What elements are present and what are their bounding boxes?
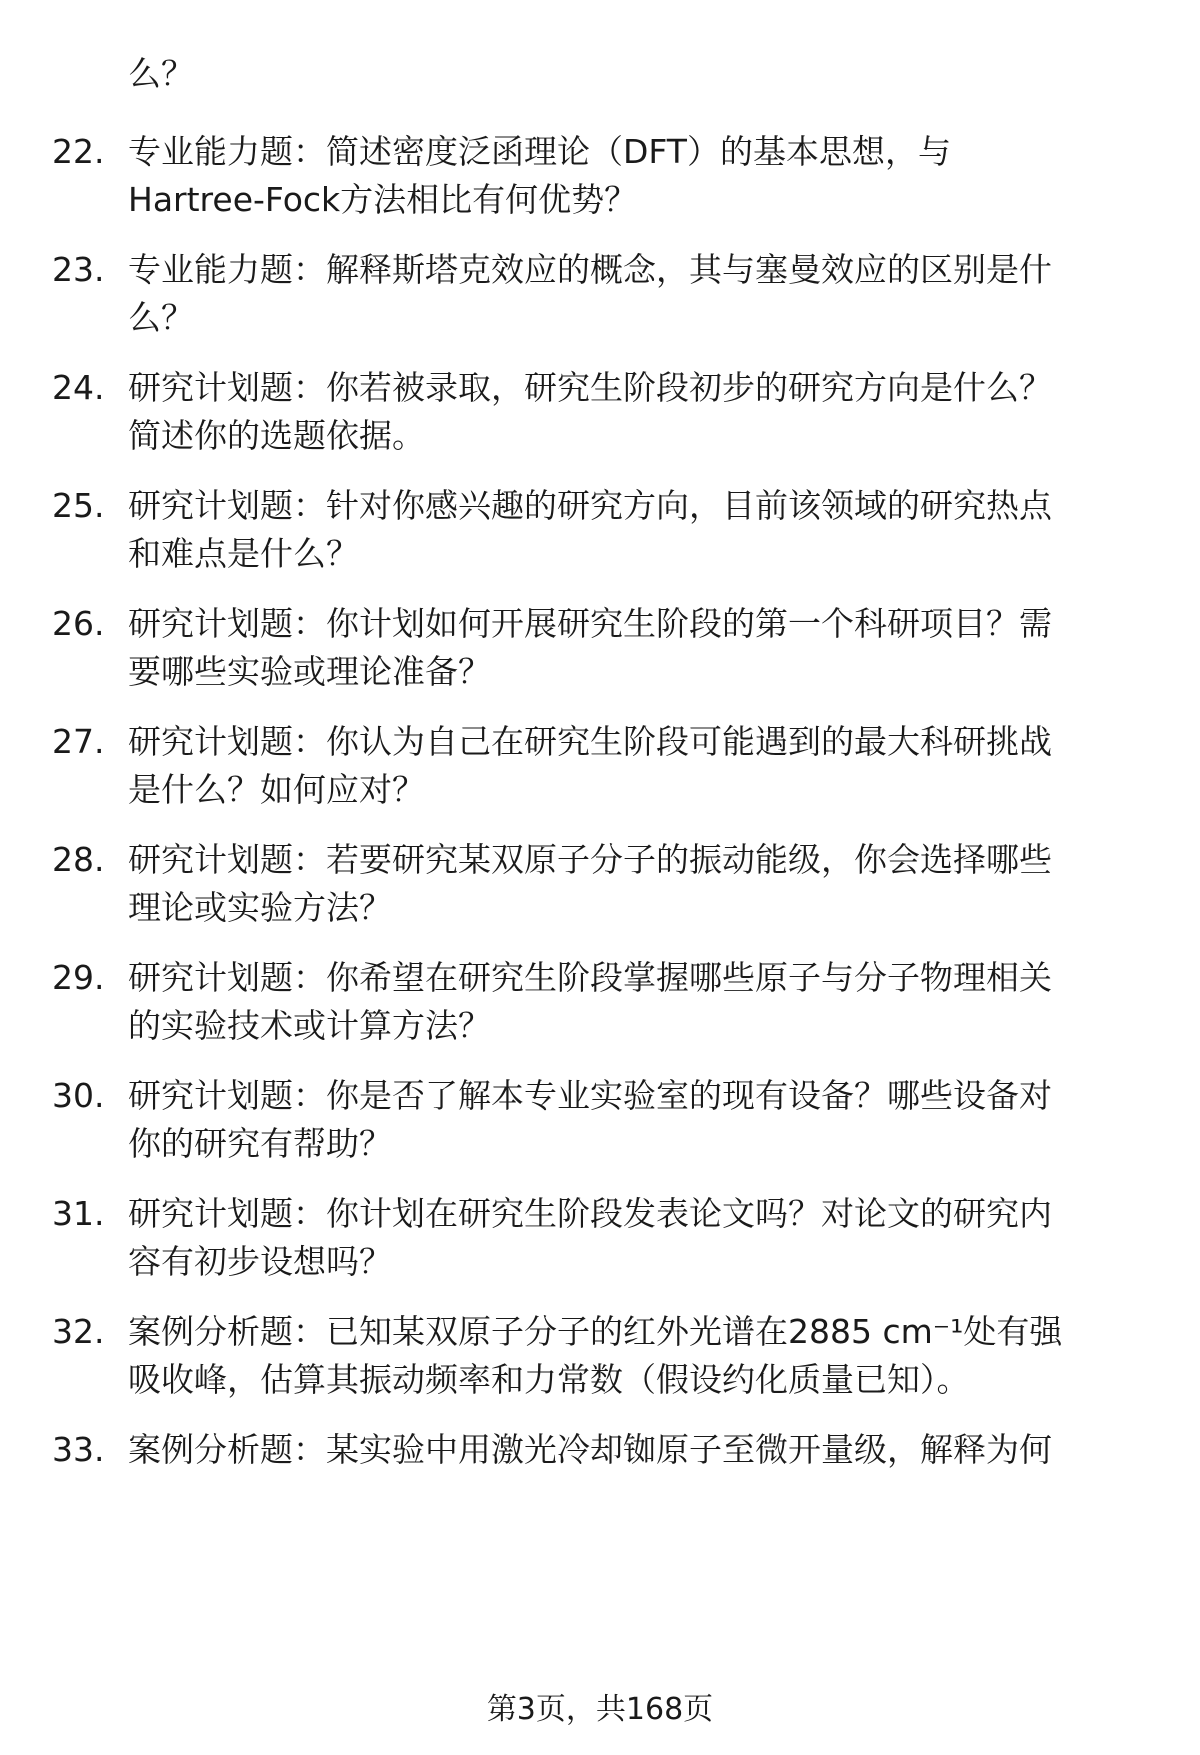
item-text — [128, 1426, 1200, 1474]
item-text — [128, 1190, 1200, 1286]
item-line: 研究计划题：你是否了解本专业实验室的现有设备？哪些设备对 — [128, 1076, 1052, 1115]
item-line: 案例分析题：已知某双原子分子的红外光谱在2885 cm⁻¹处有强 — [128, 1312, 1063, 1351]
item-number: 32. — [52, 1312, 105, 1351]
item-text — [128, 50, 1200, 98]
item-number: 28. — [52, 840, 105, 879]
item-text — [128, 1308, 1200, 1404]
item-number: 29. — [52, 958, 105, 997]
item-line: Hartree-Fock方法相比有何优势？ — [128, 180, 638, 219]
item-line: 吸收峰，估算其振动频率和力常数（假设约化质量已知）。 — [128, 1360, 970, 1399]
item-line: 研究计划题：你计划如何开展研究生阶段的第一个科研项目？需 — [128, 604, 1052, 643]
item-line: 是什么？如何应对？ — [128, 770, 425, 809]
item-number: 22. — [52, 132, 105, 171]
item-number: 30. — [52, 1076, 105, 1115]
item-text — [128, 836, 1200, 932]
item-line: 你的研究有帮助？ — [128, 1124, 392, 1163]
item-number: 23. — [52, 250, 105, 289]
item-line: 理论或实验方法？ — [128, 888, 392, 927]
item-line: 研究计划题：针对你感兴趣的研究方向，目前该领域的研究热点 — [128, 486, 1052, 525]
item-number: 25. — [52, 486, 105, 525]
item-line: 么？ — [128, 54, 194, 93]
item-line: 简述你的选题依据。 — [128, 416, 425, 455]
item-text — [128, 718, 1200, 814]
item-text — [128, 1072, 1200, 1168]
item-number: 27. — [52, 722, 105, 761]
item-text — [128, 246, 1200, 342]
item-line: 研究计划题：你计划在研究生阶段发表论文吗？对论文的研究内 — [128, 1194, 1052, 1233]
item-line: 容有初步设想吗？ — [128, 1242, 392, 1281]
item-text — [128, 482, 1200, 578]
item-line: 案例分析题：某实验中用激光冷却铷原子至微开量级，解释为何 — [128, 1430, 1052, 1469]
item-line: 专业能力题：简述密度泛函理论（DFT）的基本思想，与 — [128, 132, 951, 171]
item-number: 33. — [52, 1430, 105, 1469]
item-text — [128, 364, 1200, 460]
item-line: 研究计划题：你认为自己在研究生阶段可能遇到的最大科研挑战 — [128, 722, 1052, 761]
item-line: 研究计划题：若要研究某双原子分子的振动能级，你会选择哪些 — [128, 840, 1052, 879]
item-line: 和难点是什么？ — [128, 534, 359, 573]
item-line: 专业能力题：解释斯塔克效应的概念，其与塞曼效应的区别是什 — [128, 250, 1052, 289]
item-number: 31. — [52, 1194, 105, 1233]
item-line: 研究计划题：你若被录取，研究生阶段初步的研究方向是什么？ — [128, 368, 1052, 407]
item-line: 的实验技术或计算方法？ — [128, 1006, 491, 1045]
item-text — [128, 600, 1200, 696]
item-line: 要哪些实验或理论准备？ — [128, 652, 491, 691]
item-text — [128, 128, 1200, 224]
item-text — [128, 954, 1200, 1050]
item-line: 么？ — [128, 298, 194, 337]
item-number: 24. — [52, 368, 105, 407]
item-number: 26. — [52, 604, 105, 643]
item-line: 研究计划题：你希望在研究生阶段掌握哪些原子与分子物理相关 — [128, 958, 1052, 997]
page-footer: 第3页，共168页 — [486, 1692, 714, 1727]
